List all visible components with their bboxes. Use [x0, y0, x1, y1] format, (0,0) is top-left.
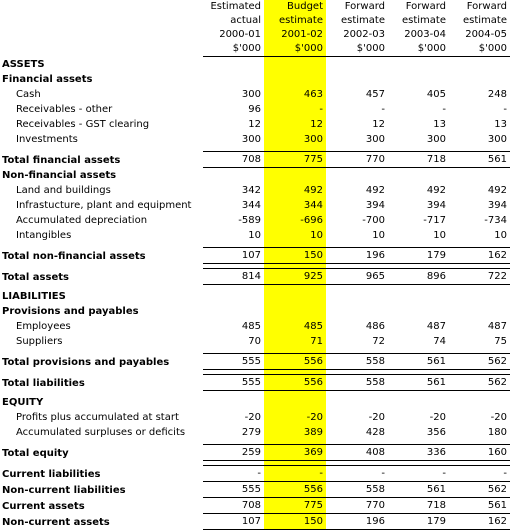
- row-value: 562: [449, 354, 510, 370]
- row-value: 344: [303, 200, 323, 211]
- row-value: 487: [487, 321, 507, 332]
- row-value: 556: [264, 375, 326, 391]
- row-label: Accumulated surpluses or deficits: [16, 427, 186, 438]
- row-value: 561: [449, 152, 510, 168]
- row-value: 555: [203, 482, 264, 498]
- header-row-2: [0, 14, 510, 28]
- row-value: 12: [372, 119, 385, 130]
- row-value: 150: [264, 514, 326, 530]
- col-header: actual: [230, 15, 261, 26]
- row-label: Non-current liabilities: [2, 484, 126, 496]
- col-header: 2004-05: [465, 29, 507, 40]
- row-value: -20: [306, 412, 323, 423]
- row-value: -20: [244, 412, 261, 423]
- col-header: $'000: [326, 42, 388, 57]
- row-value: -589: [238, 215, 261, 226]
- col-header: Forward: [344, 1, 385, 12]
- table-row: [0, 87, 510, 102]
- row-value: 300: [303, 134, 323, 145]
- row-label: Non-financial assets: [2, 170, 117, 181]
- col-header: estimate: [340, 15, 385, 26]
- row-value: 485: [241, 321, 261, 332]
- row-value: 555: [203, 354, 264, 370]
- row-value: 369: [264, 445, 326, 461]
- total-row: [0, 445, 510, 461]
- row-value: 486: [365, 321, 385, 332]
- row-label: Provisions and payables: [2, 306, 139, 317]
- row-value: 708: [203, 498, 264, 514]
- row-value: 300: [487, 134, 507, 145]
- row-value: -: [319, 104, 323, 115]
- row-value: 428: [365, 427, 385, 438]
- section-heading-row: [0, 395, 510, 410]
- row-value: 770: [326, 498, 388, 514]
- row-value: 492: [426, 185, 446, 196]
- row-value: 558: [326, 375, 388, 391]
- section-heading-row: [0, 57, 510, 73]
- row-value: 300: [365, 134, 385, 145]
- row-value: 558: [326, 354, 388, 370]
- row-value: 561: [449, 498, 510, 514]
- row-value: 561: [388, 375, 449, 391]
- total-row: [0, 482, 510, 498]
- total-row: [0, 466, 510, 482]
- col-header: Forward: [466, 1, 507, 12]
- row-value: -: [449, 466, 510, 482]
- row-value: 555: [203, 375, 264, 391]
- row-value: 492: [365, 185, 385, 196]
- row-value: 196: [326, 514, 388, 530]
- row-value: 722: [449, 269, 510, 285]
- row-value: -20: [490, 412, 507, 423]
- col-header: estimate: [462, 15, 507, 26]
- row-value: 75: [494, 336, 507, 347]
- col-header: Forward: [405, 1, 446, 12]
- row-label: Total provisions and payables: [2, 356, 170, 368]
- row-value: 13: [433, 119, 446, 130]
- table-row: [0, 132, 510, 147]
- table-row: [0, 319, 510, 334]
- row-value: 394: [487, 200, 507, 211]
- row-value: 487: [426, 321, 446, 332]
- row-value: 562: [449, 375, 510, 391]
- header-row-4: [0, 42, 510, 57]
- col-header: estimate: [401, 15, 446, 26]
- col-header: $'000: [449, 42, 510, 57]
- row-value: 718: [388, 498, 449, 514]
- col-header: 2001-02: [281, 29, 323, 40]
- row-value: 179: [388, 248, 449, 264]
- table-row: [0, 228, 510, 243]
- row-value: 896: [388, 269, 449, 285]
- row-value: 708: [203, 152, 264, 168]
- col-header: $'000: [203, 42, 264, 57]
- row-value: 457: [365, 89, 385, 100]
- col-header: estimate: [278, 15, 323, 26]
- table-row: [0, 183, 510, 198]
- row-value: -20: [429, 412, 446, 423]
- row-label: Profits plus accumulated at start: [16, 412, 179, 423]
- row-value: 72: [372, 336, 385, 347]
- row-label: Employees: [16, 321, 71, 332]
- row-value: -: [442, 104, 446, 115]
- total-row: [0, 498, 510, 514]
- table-row: [0, 334, 510, 349]
- row-value: 556: [264, 482, 326, 498]
- table-row: [0, 213, 510, 228]
- row-value: 279: [241, 427, 261, 438]
- total-row: [0, 269, 510, 285]
- row-value: -696: [300, 215, 323, 226]
- row-value: 561: [388, 482, 449, 498]
- row-value: 12: [310, 119, 323, 130]
- row-value: 556: [264, 354, 326, 370]
- row-label: Non-current assets: [2, 516, 110, 528]
- row-value: 300: [241, 134, 261, 145]
- row-value: 162: [449, 248, 510, 264]
- row-value: 248: [487, 89, 507, 100]
- row-label: Receivables - GST clearing: [16, 119, 150, 130]
- row-value: 389: [303, 427, 323, 438]
- row-value: 356: [426, 427, 446, 438]
- row-value: 10: [372, 230, 385, 241]
- row-label: Current liabilities: [2, 468, 101, 480]
- row-value: 342: [241, 185, 261, 196]
- row-value: -: [326, 466, 388, 482]
- row-label: EQUITY: [2, 397, 44, 408]
- row-value: 71: [310, 336, 323, 347]
- row-value: 344: [241, 200, 261, 211]
- row-value: 259: [203, 445, 264, 461]
- row-label: Total equity: [2, 447, 69, 459]
- row-value: 300: [241, 89, 261, 100]
- row-label: Intangibles: [16, 230, 72, 241]
- row-value: -: [264, 466, 326, 482]
- table-row: [0, 102, 510, 117]
- row-label: LIABILITIES: [2, 291, 66, 302]
- row-value: 196: [326, 248, 388, 264]
- row-value: 10: [248, 230, 261, 241]
- row-value: -717: [423, 215, 446, 226]
- row-label: Total assets: [2, 271, 69, 283]
- row-value: 300: [426, 134, 446, 145]
- row-value: 463: [303, 89, 323, 100]
- row-value: 107: [203, 514, 264, 530]
- row-label: Current assets: [2, 500, 85, 512]
- row-value: 162: [449, 514, 510, 530]
- row-label: Total non-financial assets: [2, 250, 146, 262]
- header-row-1: [0, 0, 510, 14]
- row-value: -: [381, 104, 385, 115]
- total-row: [0, 354, 510, 370]
- row-value: 394: [365, 200, 385, 211]
- row-value: 180: [487, 427, 507, 438]
- row-value: -: [503, 104, 507, 115]
- row-value: 394: [426, 200, 446, 211]
- row-label: Infrastucture, plant and equipment: [16, 200, 192, 211]
- total-row: [0, 514, 510, 530]
- row-label: Total liabilities: [2, 377, 85, 389]
- row-value: -734: [484, 215, 507, 226]
- row-value: 150: [264, 248, 326, 264]
- section-heading-row: [0, 168, 510, 184]
- row-value: 10: [310, 230, 323, 241]
- col-header: $'000: [264, 42, 326, 57]
- row-value: 179: [388, 514, 449, 530]
- row-value: 770: [326, 152, 388, 168]
- row-value: 775: [264, 498, 326, 514]
- row-value: 107: [203, 248, 264, 264]
- row-label: Investments: [16, 134, 78, 145]
- row-label: Suppliers: [16, 336, 63, 347]
- table-row: [0, 198, 510, 213]
- row-value: 718: [388, 152, 449, 168]
- col-header: Estimated: [210, 1, 261, 12]
- row-value: 70: [248, 336, 261, 347]
- row-value: 10: [494, 230, 507, 241]
- row-value: 492: [487, 185, 507, 196]
- total-row: [0, 375, 510, 391]
- row-label: Receivables - other: [16, 104, 113, 115]
- section-heading-row: [0, 289, 510, 304]
- row-value: -: [388, 466, 449, 482]
- row-value: 492: [303, 185, 323, 196]
- row-label: ASSETS: [2, 59, 45, 70]
- row-label: Total financial assets: [2, 154, 121, 166]
- col-header: 2002-03: [343, 29, 385, 40]
- row-value: 12: [248, 119, 261, 130]
- row-value: 408: [326, 445, 388, 461]
- row-label: Cash: [16, 89, 41, 100]
- row-value: 562: [449, 482, 510, 498]
- table-row: [0, 410, 510, 425]
- row-value: 775: [264, 152, 326, 168]
- row-value: -20: [368, 412, 385, 423]
- row-label: Accumulated depreciation: [16, 215, 148, 226]
- row-value: 96: [248, 104, 261, 115]
- col-header: 2000-01: [219, 29, 261, 40]
- row-value: 925: [264, 269, 326, 285]
- col-header: Budget: [287, 1, 323, 12]
- row-value: 336: [388, 445, 449, 461]
- table-row: [0, 425, 510, 440]
- row-value: 561: [388, 354, 449, 370]
- col-header: $'000: [388, 42, 449, 57]
- row-label: Land and buildings: [16, 185, 111, 196]
- header-row-3: [0, 28, 510, 42]
- row-value: 13: [494, 119, 507, 130]
- row-value: -700: [362, 215, 385, 226]
- col-header: 2003-04: [404, 29, 446, 40]
- row-value: 160: [449, 445, 510, 461]
- row-value: 814: [203, 269, 264, 285]
- row-label: Financial assets: [2, 74, 93, 85]
- row-value: 965: [326, 269, 388, 285]
- table-row: [0, 117, 510, 132]
- section-heading-row: [0, 72, 510, 87]
- section-heading-row: [0, 304, 510, 319]
- row-value: 485: [303, 321, 323, 332]
- row-value: 74: [433, 336, 446, 347]
- row-value: 10: [433, 230, 446, 241]
- total-row: [0, 248, 510, 264]
- row-value: 558: [326, 482, 388, 498]
- total-row: [0, 152, 510, 168]
- row-value: 405: [426, 89, 446, 100]
- row-value: -: [203, 466, 264, 482]
